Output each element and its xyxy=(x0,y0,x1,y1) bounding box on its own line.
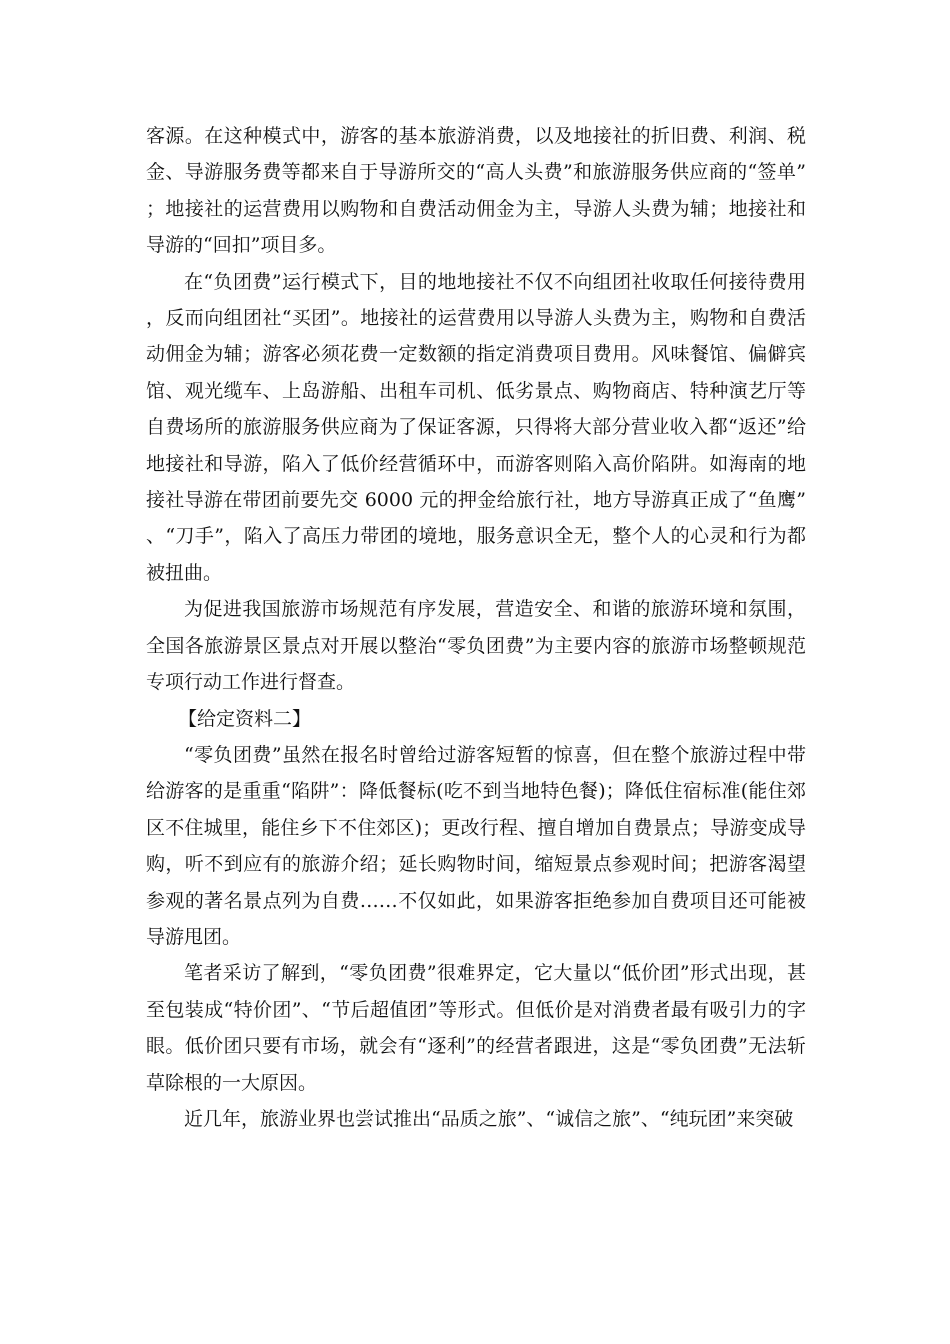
paragraph-continuation: 客源。在这种模式中，游客的基本旅游消费，以及地接社的折旧费、利润、税金、导游服务费等都来自于导游所交的“高人头费”和旅游服务供应商的“签单”；地接社的运营费用以购物和自费活动佣金为主，导游人头费为辅；地接社和导游的“回扣”项目多。 xyxy=(146,125,806,257)
paragraph-low-price-tours: 笔者采访了解到，“零负团费”很难界定，它大量以“低价团”形式出现，甚至包装成“特价团”、“节后超值团”等形式。但低价是对消费者最有吸引力的字眼。低价团只要有市场，就会有“逐利”的经营者跟进，这是“零负团费”无法斩草除根的一大原因。 xyxy=(146,962,806,1094)
paragraph-negative-tour-fee: 在“负团费”运行模式下，目的地地接社不仅不向组团社收取任何接待费用，反而向组团社“买团”。地接社的运营费用以导游人头费为主，购物和自费活动佣金为辅；游客必须花费一定数额的指定消费项目费用。风味餐馆、偏僻宾馆、观光缆车、上岛游船、出租车司机、低劣景点、购物商店、特种演艺厅等自费场所的旅游服务供应商为了保证客源，只得将大部分营业收入都“返还”给地接社和导游，陷入了低价经营循环中，而游客则陷入高价陷阱。如海南的地接社导游在带团前要先交 6000 元的押金给旅行社，地方导游真正成了“鱼鹰”、“刀手”，陷入了高压力带团的境地，服务意识全无，整个人的心灵和行为都被扭曲。 xyxy=(146,270,806,584)
document-body xyxy=(146,118,806,1137)
paragraph-market-regulation: 为促进我国旅游市场规范有序发展，营造安全、和谐的旅游环境和氛围，全国各旅游景区景点对开展以整治“零负团费”为主要内容的旅游市场整顿规范专项行动工作进行督查。 xyxy=(146,598,806,694)
section-heading-material-two: 【给定资料二】 xyxy=(178,707,312,730)
paragraph-traps: “零负团费”虽然在报名时曾给过游客短暂的惊喜，但在整个旅游过程中带给游客的是重重“陷阱”：降低餐标(吃不到当地特色餐)；降低住宿标准(能住郊区不住城里，能住乡下不住郊区)；更改行程、擅自增加自费景点；导游变成导购，听不到应有的旅游介绍；延长购物时间，缩短景点参观时间；把游客渴望参观的著名景点列为自费……不仅如此，如果游客拒绝参加自费项目还可能被导游甩团。 xyxy=(146,743,806,948)
paragraph-quality-tours: 近几年，旅游业界也尝试推出“品质之旅”、“诚信之旅”、“纯玩团”来突破 xyxy=(184,1107,794,1130)
